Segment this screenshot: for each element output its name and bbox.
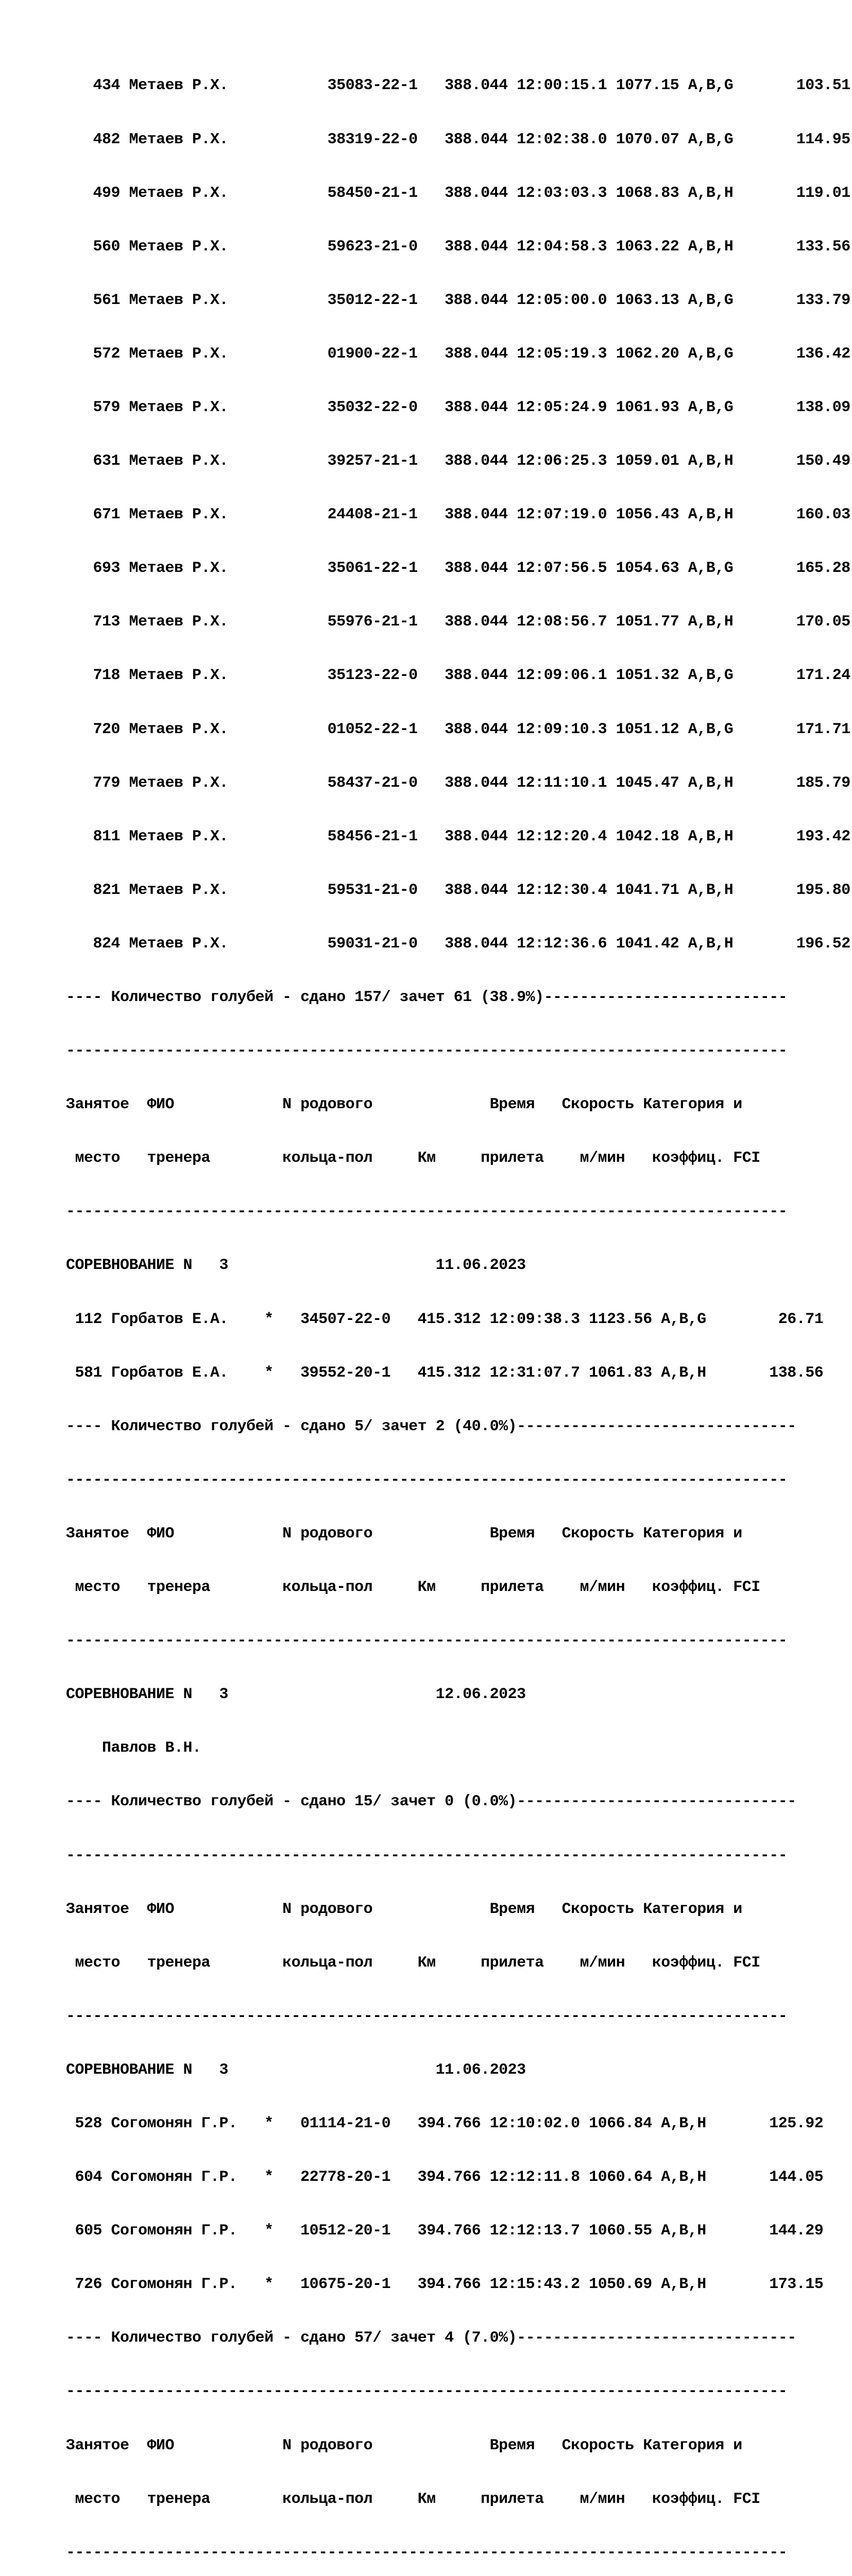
text-line: 499 Метаев Р.Х. 58450-21-1 388.044 12:03:03.3 1068.83 A,B,H 119.01 xyxy=(66,184,850,202)
text-line: 720 Метаев Р.Х. 01052-22-1 388.044 12:09:10.3 1051.12 A,B,G 171.71 xyxy=(66,720,850,738)
text-line: 726 Согомонян Г.Р. * 10675-20-1 394.766 12:15:43.2 1050.69 A,B,H 173.15 xyxy=(66,2276,824,2294)
text-line: 779 Метаев Р.Х. 58437-21-0 388.044 12:11:10.1 1045.47 A,B,H 185.79 xyxy=(66,774,850,792)
text-line: 605 Согомонян Г.Р. * 10512-20-1 394.766 12:12:13.7 1060.55 A,B,H 144.29 xyxy=(66,2222,824,2240)
text-line: СОРЕВНОВАНИЕ N 3 12.06.2023 xyxy=(66,1686,526,1704)
text-line: 631 Метаев Р.Х. 39257-21-1 388.044 12:06:25.3 1059.01 A,B,H 150.49 xyxy=(66,452,850,470)
text-line: Занятое ФИО N родового Время Скорость Категория и xyxy=(66,1096,742,1114)
text-line: место тренера кольца-пол Км прилета м/мин коэффиц. FCI xyxy=(66,1954,760,1972)
text-line: 572 Метаев Р.Х. 01900-22-1 388.044 12:05:19.3 1062.20 A,B,G 136.42 xyxy=(66,345,850,363)
text-line: -------------------------------------------------------------------------------- xyxy=(66,1471,788,1489)
text-line: СОРЕВНОВАНИЕ N 3 11.06.2023 xyxy=(66,2061,526,2079)
text-line: -------------------------------------------------------------------------------- xyxy=(66,1632,788,1650)
text-line: место тренера кольца-пол Км прилета м/мин коэффиц. FCI xyxy=(66,1579,760,1597)
text-line: 821 Метаев Р.Х. 59531-21-0 388.044 12:12:30.4 1041.71 A,B,H 195.80 xyxy=(66,881,850,899)
text-line: 693 Метаев Р.Х. 35061-22-1 388.044 12:07:56.5 1054.63 A,B,G 165.28 xyxy=(66,560,850,578)
text-line: 579 Метаев Р.Х. 35032-22-0 388.044 12:05:24.9 1061.93 A,B,G 138.09 xyxy=(66,398,850,416)
text-line: Занятое ФИО N родового Время Скорость Категория и xyxy=(66,1900,742,1918)
text-line: 561 Метаев Р.Х. 35012-22-1 388.044 12:05:00.0 1063.13 A,B,G 133.79 xyxy=(66,291,850,309)
text-line: -------------------------------------------------------------------------------- xyxy=(66,1042,788,1060)
text-line: место тренера кольца-пол Км прилета м/мин коэффиц. FCI xyxy=(66,1149,760,1167)
results-document xyxy=(66,41,850,2576)
text-line: ---- Количество голубей - сдано 5/ зачет 2 (40.0%)------------------------------- xyxy=(66,1417,796,1435)
text-line: ---- Количество голубей - сдано 57/ зачет 4 (7.0%)------------------------------- xyxy=(66,2329,796,2347)
text-line: ---- Количество голубей - сдано 15/ зачет 0 (0.0%)------------------------------- xyxy=(66,1793,796,1811)
text-line: Занятое ФИО N родового Время Скорость Категория и xyxy=(66,1524,742,1543)
text-line: 528 Согомонян Г.Р. * 01114-21-0 394.766 12:10:02.0 1066.84 A,B,H 125.92 xyxy=(66,2114,824,2132)
text-line: 713 Метаев Р.Х. 55976-21-1 388.044 12:08:56.7 1051.77 A,B,H 170.05 xyxy=(66,613,850,631)
text-line: 112 Горбатов Е.А. * 34507-22-0 415.312 12:09:38.3 1123.56 A,B,G 26.71 xyxy=(66,1310,824,1328)
text-line: 811 Метаев Р.Х. 58456-21-1 388.044 12:12:20.4 1042.18 A,B,H 193.42 xyxy=(66,827,850,845)
text-line: 434 Метаев Р.Х. 35083-22-1 388.044 12:00:15.1 1077.15 A,B,G 103.51 xyxy=(66,77,850,95)
text-line: место тренера кольца-пол Км прилета м/мин коэффиц. FCI xyxy=(66,2490,760,2508)
text-line: -------------------------------------------------------------------------------- xyxy=(66,1203,788,1221)
text-line: Павлов В.Н. xyxy=(66,1739,201,1757)
text-line: 718 Метаев Р.Х. 35123-22-0 388.044 12:09:06.1 1051.32 A,B,G 171.24 xyxy=(66,667,850,685)
text-line: СОРЕВНОВАНИЕ N 3 11.06.2023 xyxy=(66,1257,526,1275)
text-line: Занятое ФИО N родового Время Скорость Категория и xyxy=(66,2436,742,2454)
text-line: -------------------------------------------------------------------------------- xyxy=(66,2007,788,2025)
text-line: -------------------------------------------------------------------------------- xyxy=(66,2544,788,2562)
text-line: ---- Количество голубей - сдано 157/ зачет 61 (38.9%)--------------------------- xyxy=(66,989,788,1006)
text-line: 482 Метаев Р.Х. 38319-22-0 388.044 12:02:38.0 1070.07 A,B,G 114.95 xyxy=(66,130,850,148)
text-line: 560 Метаев Р.Х. 59623-21-0 388.044 12:04:58.3 1063.22 A,B,H 133.56 xyxy=(66,238,850,256)
text-line: 604 Согомонян Г.Р. * 22778-20-1 394.766 12:12:11.8 1060.64 A,B,H 144.05 xyxy=(66,2168,824,2187)
text-line: 671 Метаев Р.Х. 24408-21-1 388.044 12:07:19.0 1056.43 A,B,H 160.03 xyxy=(66,506,850,524)
text-line: 581 Горбатов Е.А. * 39552-20-1 415.312 12:31:07.7 1061.83 A,B,H 138.56 xyxy=(66,1364,824,1382)
text-line: -------------------------------------------------------------------------------- xyxy=(66,2383,788,2401)
text-line: 824 Метаев Р.Х. 59031-21-0 388.044 12:12:36.6 1041.42 A,B,H 196.52 xyxy=(66,935,850,953)
text-line: -------------------------------------------------------------------------------- xyxy=(66,1846,788,1865)
